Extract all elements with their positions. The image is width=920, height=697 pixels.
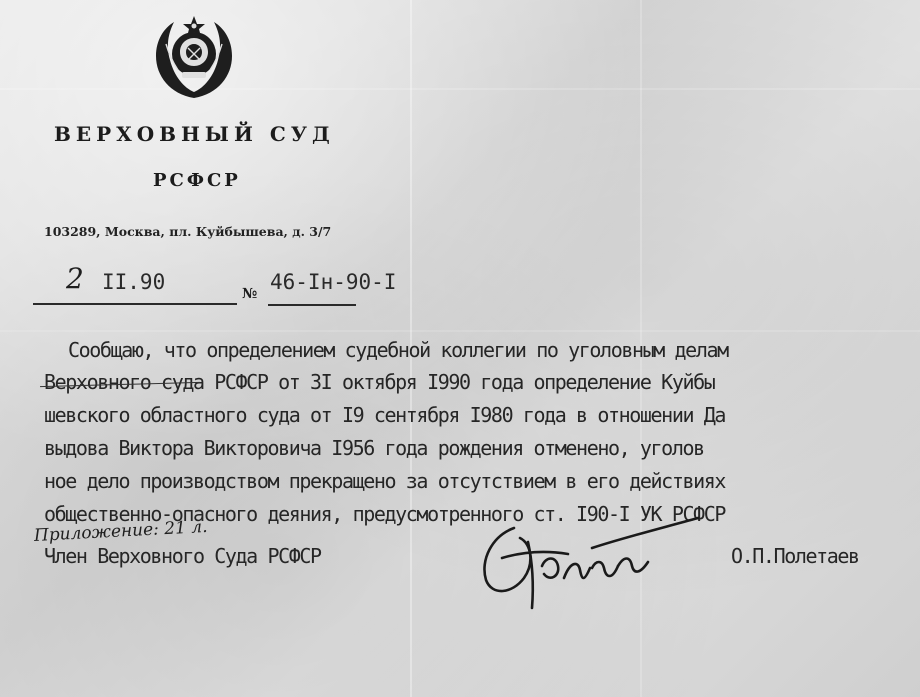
signatory-title: Член Верховного Суда РСФСР bbox=[44, 544, 321, 568]
body-line: шевского областного суда от I9 сентября I980 года в отношении Да bbox=[44, 403, 726, 427]
date-month-year: II.90 bbox=[102, 270, 166, 294]
enclosure-note-handwritten: Приложение: 21 л. bbox=[33, 516, 208, 546]
court-name-heading: ВЕРХОВНЫЙ СУД bbox=[54, 122, 335, 146]
body-line: ное дело производством прекращено за отсутствием в его действиях bbox=[44, 469, 726, 493]
body-line: Сообщаю, что определением судебной коллегии по уголовным делам bbox=[68, 338, 728, 362]
handwritten-signature bbox=[472, 508, 712, 618]
number-sign: № bbox=[242, 286, 258, 302]
body-line: общественно-опасного деяния, предусмотренного ст. I90-I УК РСФСР bbox=[44, 502, 726, 526]
court-address: 103289, Москва, пл. Куйбышева, д. 3/7 bbox=[44, 224, 332, 239]
date-day-handwritten: 2 bbox=[66, 262, 84, 295]
body-line: выдова Виктора Викторовича I956 года рождения отменено, уголов bbox=[44, 436, 704, 460]
case-number: 46-Iн-90-I bbox=[270, 270, 397, 294]
signatory-name: О.П.Полетаев bbox=[731, 544, 859, 568]
republic-heading: РСФСР bbox=[153, 170, 241, 191]
body-line: Верховного суда РСФСР от 3I октября I990 года определение Куйбы bbox=[44, 370, 715, 394]
